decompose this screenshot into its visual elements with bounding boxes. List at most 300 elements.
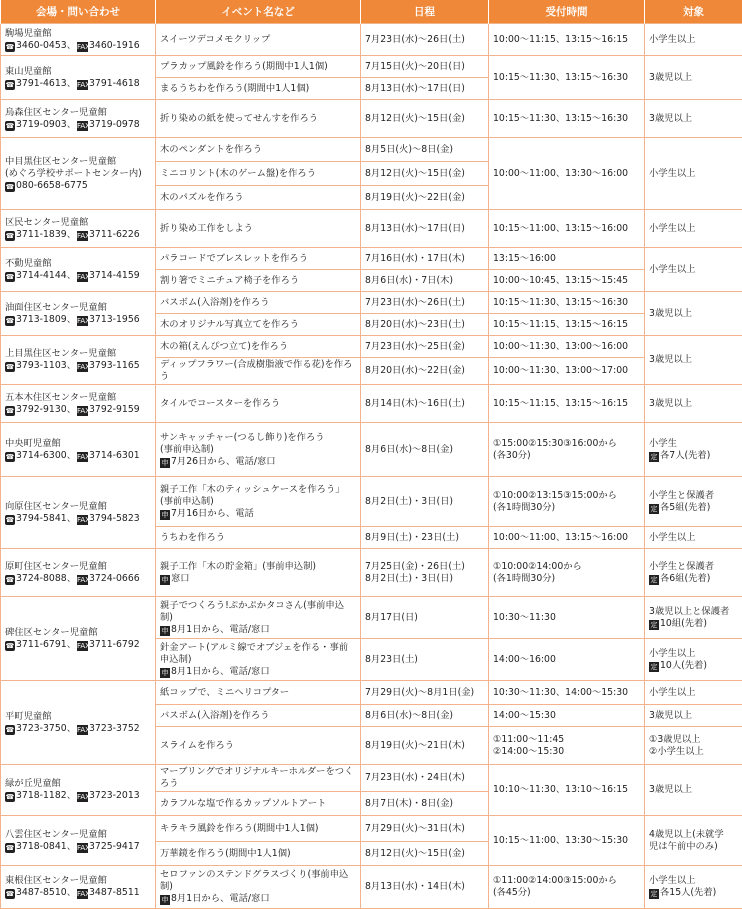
event-cell (156, 385, 361, 423)
time-text: 10:15～11:00、13:30～15:30 (493, 835, 640, 847)
target-cell (645, 549, 742, 597)
phone-icon: ☎ (5, 80, 15, 90)
event-cell (156, 477, 361, 527)
time-text: 10:15～11:15、13:15～16:15 (493, 319, 640, 331)
reservation-text: 7月16日から、電話 (171, 508, 254, 519)
reservation-info (160, 456, 356, 468)
date-cell (361, 705, 489, 727)
phone-number: 3460-0453 (16, 40, 67, 51)
venue-cell (1, 292, 156, 336)
capacity-badge-icon: 定 (649, 575, 659, 585)
time-cell (489, 477, 645, 527)
reservation-info (160, 666, 356, 678)
date-text: 7月23日(水)～26日(土) (365, 297, 484, 309)
time-cell (489, 210, 645, 248)
target-text: 小学生以上 (649, 648, 738, 660)
separator: 、 (67, 78, 76, 89)
venue-name: 上目黒住区センター児童館 (5, 348, 151, 360)
time-cell (489, 866, 645, 909)
fax-icon: FAX (77, 362, 88, 372)
target-note-text: 10人(先着) (660, 660, 707, 671)
target-text: 小学生以上 (649, 168, 738, 180)
date-text: 7月15日(火)～20日(日) (365, 61, 484, 73)
phone-number: 3711-6791 (16, 639, 67, 650)
event-title: プラカップ風鈴を作ろう(期間中1人1個) (160, 61, 356, 73)
phone-icon: ☎ (5, 42, 15, 52)
event-title: 親子でつくろう!ぷかぷかタコさん(事前申込制) (160, 600, 356, 624)
target-text: ①3歳児以上 (649, 734, 738, 746)
venue-cell (1, 597, 156, 681)
date-text: 8月20日(水)～23日(土) (365, 319, 484, 331)
venue-name: 緑が丘児童館 (5, 778, 151, 790)
event-title: 針金アート(アルミ線でオブジェを作る・事前申込制) (160, 642, 356, 666)
time-text: 10:00～11:30、13:00～17:00 (493, 365, 640, 377)
time-text: 10:15～11:30、13:15～16:30 (493, 72, 640, 84)
event-cell (156, 423, 361, 477)
phone-icon: ☎ (5, 792, 15, 802)
target-note (649, 573, 738, 585)
time-cell (489, 423, 645, 477)
phone-icon: ☎ (5, 362, 15, 372)
venue-contact (5, 723, 151, 735)
phone-icon: ☎ (5, 515, 15, 525)
event-title: カラフルな塩で作るカップソルトアート (160, 798, 356, 810)
time-text: ①11:00②14:00③15:00から (493, 875, 640, 887)
target-text: 小学生以上 (649, 687, 738, 699)
separator: 、 (67, 270, 76, 281)
table-row (1, 816, 742, 842)
target-cell (645, 681, 742, 705)
fax-number: 3794-5823 (89, 513, 140, 524)
target-text: 3歳児以上 (649, 113, 738, 125)
time-cell (489, 56, 645, 100)
date-text: 8月19日(火)～21日(木) (365, 740, 484, 752)
event-cell (156, 162, 361, 186)
venue-name: 油面住区センター児童館 (5, 302, 151, 314)
time-text: 10:00～11:00、13:30～16:00 (493, 168, 640, 180)
event-cell (156, 705, 361, 727)
event-cell (156, 56, 361, 78)
capacity-badge-icon: 定 (649, 504, 659, 514)
table-row (1, 100, 742, 138)
date-text: 8月2日(土)・3日(日) (365, 496, 484, 508)
venue-cell (1, 866, 156, 909)
time-cell (489, 597, 645, 639)
target-cell (645, 138, 742, 210)
venue-name: 中目黒住区センター児童館 (5, 156, 151, 168)
target-cell (645, 527, 742, 549)
separator: 、 (67, 119, 76, 130)
venue-contact (5, 229, 151, 241)
date-cell (361, 816, 489, 842)
target-text: 3歳児以上と保護者 (649, 606, 738, 618)
target-cell (645, 765, 742, 816)
venue-name: 原町住区センター児童館 (5, 561, 151, 573)
separator: 、 (67, 723, 76, 734)
header-venue: 会場・問い合わせ (1, 0, 156, 24)
separator: 、 (67, 573, 76, 584)
event-title: サンキャッチャー(つるし飾り)を作ろう (160, 432, 356, 444)
target-note-text: 各15人(先着) (660, 887, 716, 898)
phone-icon: ☎ (5, 889, 15, 899)
date-cell (361, 78, 489, 100)
event-cell (156, 210, 361, 248)
capacity-badge-icon: 定 (649, 620, 659, 630)
target-cell (645, 866, 742, 909)
venue-contact (5, 841, 151, 853)
time-text: 14:00～16:00 (493, 654, 640, 666)
reservation-badge-icon: 申 (160, 458, 170, 468)
venue-contact (5, 360, 151, 372)
time-text-2: (各30分) (493, 450, 640, 462)
separator: 、 (67, 887, 76, 898)
event-cell (156, 639, 361, 681)
date-text: 8月17日(日) (365, 612, 484, 624)
fax-icon: FAX (77, 792, 88, 802)
fax-icon: FAX (77, 889, 88, 899)
venue-cell (1, 477, 156, 549)
date-text: 8月6日(水)～8日(金) (365, 444, 484, 456)
time-text: 14:00～15:30 (493, 710, 640, 722)
time-cell (489, 765, 645, 816)
table-row (1, 336, 742, 358)
fax-icon: FAX (77, 843, 88, 853)
event-title: 割り箸でミニチュア椅子を作ろう (160, 275, 356, 287)
fax-number: 3723-3752 (89, 723, 140, 734)
time-cell (489, 705, 645, 727)
time-text: 10:30～11:30、14:00～15:30 (493, 687, 640, 699)
date-text-2: 8月2日(土)・3日(日) (365, 573, 484, 585)
date-cell (361, 314, 489, 336)
date-cell (361, 24, 489, 56)
separator: 、 (67, 790, 76, 801)
table-row (1, 210, 742, 248)
header-target: 対象 (645, 0, 742, 24)
time-cell (489, 816, 645, 866)
time-cell (489, 385, 645, 423)
fax-icon: FAX (77, 272, 88, 282)
date-cell (361, 639, 489, 681)
target-text: 小学生と保護者 (649, 561, 738, 573)
phone-number: 3714-4144 (16, 270, 67, 281)
target-note (649, 887, 738, 899)
reservation-badge-icon: 申 (160, 510, 170, 520)
venue-name: 中央町児童館 (5, 438, 151, 450)
time-text: ①11:00～11:45 (493, 734, 640, 746)
phone-number: 3718-1182 (16, 790, 67, 801)
reservation-info (160, 893, 356, 905)
time-text-2: (各45分) (493, 887, 640, 899)
header-row (1, 0, 742, 24)
date-text: 7月16日(水)・17日(木) (365, 253, 484, 265)
reservation-info (160, 573, 356, 585)
event-cell (156, 527, 361, 549)
time-cell (489, 639, 645, 681)
target-cell (645, 385, 742, 423)
event-title: うちわを作ろう (160, 532, 356, 544)
table-row (1, 866, 742, 909)
fax-icon: FAX (77, 42, 88, 52)
target-cell (645, 705, 742, 727)
table-row (1, 385, 742, 423)
venue-contact (5, 314, 151, 326)
event-title: 親子工作「木のティッシュケースを作ろう」 (160, 484, 356, 496)
target-cell (645, 727, 742, 765)
phone-number: 3718-0841 (16, 841, 67, 852)
event-title: バスボム(入浴剤)を作ろう (160, 297, 356, 309)
time-text-2: ②14:00～15:30 (493, 746, 640, 758)
venue-contact (5, 573, 151, 585)
time-cell (489, 292, 645, 314)
time-cell (489, 527, 645, 549)
phone-icon: ☎ (5, 452, 15, 462)
fax-icon: FAX (77, 406, 88, 416)
target-text: 小学生と保護者 (649, 490, 738, 502)
capacity-badge-icon: 定 (649, 889, 659, 899)
event-cell (156, 792, 361, 816)
target-text: 3歳児以上 (649, 308, 738, 320)
venue-cell (1, 24, 156, 56)
fax-number: 3711-6226 (89, 229, 140, 240)
fax-icon: FAX (77, 231, 88, 241)
event-cell (156, 186, 361, 210)
target-cell (645, 336, 742, 385)
target-note (649, 841, 738, 853)
fax-number: 3723-2013 (89, 790, 140, 801)
time-text: 10:00～11:15、13:15～16:15 (493, 34, 640, 46)
fax-icon: FAX (77, 80, 88, 90)
event-title: 木のペンダントを作ろう (160, 144, 356, 156)
date-text: 7月29日(火)～8月1日(金) (365, 687, 484, 699)
time-cell (489, 727, 645, 765)
event-title: まるうちわを作ろう(期間中1人1個) (160, 83, 356, 95)
capacity-badge-icon: 定 (649, 452, 659, 462)
date-text: 7月23日(水)～25日(金) (365, 341, 484, 353)
venue-cell (1, 138, 156, 210)
reservation-text: 8月1日から、電話/窓口 (171, 624, 270, 635)
target-note (649, 746, 738, 758)
venue-cell (1, 100, 156, 138)
venue-cell (1, 210, 156, 248)
time-cell (489, 549, 645, 597)
date-cell (361, 765, 489, 792)
separator: 、 (67, 229, 76, 240)
phone-number: 3713-1809 (16, 314, 67, 325)
event-title: 木のパズルを作ろう (160, 192, 356, 204)
event-cell (156, 292, 361, 314)
time-cell (489, 24, 645, 56)
event-cell (156, 78, 361, 100)
target-cell (645, 816, 742, 866)
date-text: 8月13日(水)・14日(木) (365, 881, 484, 893)
target-note-text: 各6組(先着) (660, 573, 710, 584)
reservation-info (160, 624, 356, 636)
date-cell (361, 549, 489, 597)
target-text: 小学生以上 (649, 223, 738, 235)
reservation-text: 7月26日から、電話/窓口 (171, 456, 276, 467)
target-note-text: 各7人(先着) (660, 450, 710, 461)
phone-number: 3792-9130 (16, 404, 67, 415)
fax-number: 3793-1165 (89, 360, 140, 371)
event-title: キラキラ風鈴を作ろう(期間中1人1個) (160, 823, 356, 835)
event-title: ディップフラワー(合成樹脂液で作る花)を作ろう (160, 359, 356, 383)
date-cell (361, 186, 489, 210)
date-text: 8月6日(水)・7日(木) (365, 275, 484, 287)
phone-number: 3487-8510 (16, 887, 67, 898)
time-cell (489, 314, 645, 336)
venue-cell (1, 248, 156, 292)
phone-number: 3794-5841 (16, 513, 67, 524)
target-text: 3歳児以上 (649, 784, 738, 796)
header-event: イベント名など (156, 0, 361, 24)
phone-number: 3723-3750 (16, 723, 67, 734)
time-text: ①10:00②13:15③15:00から (493, 490, 640, 502)
date-cell (361, 210, 489, 248)
event-title: タイルでコースターを作ろう (160, 398, 356, 410)
date-cell (361, 336, 489, 358)
fax-icon: FAX (77, 641, 88, 651)
event-title: パラコードでブレスレットを作ろう (160, 253, 356, 265)
target-cell (645, 597, 742, 639)
phone-number: 3791-4613 (16, 78, 67, 89)
time-text: 10:15～11:00、13:15～16:00 (493, 223, 640, 235)
time-cell (489, 100, 645, 138)
fax-number: 3487-8511 (89, 887, 140, 898)
phone-icon: ☎ (5, 182, 15, 192)
table-row (1, 138, 742, 162)
target-note-text: ②小学生以上 (649, 746, 704, 757)
date-text: 8月23日(土) (365, 654, 484, 666)
fax-icon: FAX (77, 452, 88, 462)
fax-number: 3792-9159 (89, 404, 140, 415)
date-text: 8月5日(火)～8日(金) (365, 144, 484, 156)
separator: 、 (67, 639, 76, 650)
date-cell (361, 527, 489, 549)
venue-cell (1, 385, 156, 423)
venue-note: (めぐろ学校サポートセンター内) (5, 168, 151, 180)
venue-name: 八雲住区センター児童館 (5, 829, 151, 841)
phone-icon: ☎ (5, 725, 15, 735)
target-text: 4歳児以上(未就学 (649, 829, 738, 841)
phone-number: 3724-8088 (16, 573, 67, 584)
venue-cell (1, 423, 156, 477)
event-title: マーブリングでオリジナルキーホルダーをつくろう (160, 766, 356, 790)
reservation-text: 8月1日から、電話/窓口 (171, 666, 270, 677)
target-cell (645, 248, 742, 292)
table-row (1, 292, 742, 314)
date-cell (361, 248, 489, 270)
fax-number: 3719-0978 (89, 119, 140, 130)
target-text: 小学生 (649, 438, 738, 450)
target-note (649, 502, 738, 514)
event-cell (156, 100, 361, 138)
event-cell (156, 549, 361, 597)
event-cell (156, 270, 361, 292)
reservation-badge-icon: 申 (160, 575, 170, 585)
event-title: ミニコリント(木のゲーム盤)を作ろう (160, 168, 356, 180)
phone-number: 3793-1103 (16, 360, 67, 371)
date-cell (361, 423, 489, 477)
fax-icon: FAX (77, 121, 88, 131)
date-text: 7月23日(水)～26日(土) (365, 34, 484, 46)
fax-number: 3711-6792 (89, 639, 140, 650)
table-row (1, 423, 742, 477)
venue-contact (5, 887, 151, 899)
table-row (1, 549, 742, 597)
venue-cell (1, 681, 156, 765)
separator: 、 (67, 841, 76, 852)
venue-contact (5, 270, 151, 282)
target-cell (645, 100, 742, 138)
time-cell (489, 358, 645, 385)
event-cell (156, 336, 361, 358)
fax-number: 3791-4618 (89, 78, 140, 89)
fax-number: 3725-9417 (89, 841, 140, 852)
venue-name: 平町児童館 (5, 711, 151, 723)
separator: 、 (67, 404, 76, 415)
event-cell (156, 727, 361, 765)
date-cell (361, 681, 489, 705)
target-cell (645, 56, 742, 100)
date-cell (361, 358, 489, 385)
time-text: 10:00～11:30、13:00～16:00 (493, 341, 640, 353)
event-cell (156, 866, 361, 909)
event-cell (156, 681, 361, 705)
date-text: 8月14日(木)～16日(土) (365, 398, 484, 410)
time-text-2: (各1時間30分) (493, 573, 640, 585)
phone-icon: ☎ (5, 843, 15, 853)
venue-name: 区民センター児童館 (5, 217, 151, 229)
date-text: 8月12日(火)～15日(金) (365, 848, 484, 860)
reservation-text: 窓口 (171, 573, 190, 584)
venue-name: 東山児童館 (5, 66, 151, 78)
event-cell (156, 314, 361, 336)
target-text: 小学生以上 (649, 264, 738, 276)
event-note: (事前申込制) (160, 496, 356, 508)
venue-contact (5, 513, 151, 525)
time-text: 10:00～10:45、13:15～15:45 (493, 275, 640, 287)
target-text: 小学生以上 (649, 34, 738, 46)
fax-icon: FAX (77, 575, 88, 585)
event-cell (156, 24, 361, 56)
fax-number: 3724-0666 (89, 573, 140, 584)
venue-cell (1, 549, 156, 597)
event-cell (156, 842, 361, 866)
time-text: 10:15～11:30、13:15～16:30 (493, 113, 640, 125)
time-text: 10:15～11:30、13:15～16:30 (493, 297, 640, 309)
fax-icon: FAX (77, 515, 88, 525)
table-row (1, 477, 742, 527)
event-title: 木の箱(えんぴつ立て)を作ろう (160, 341, 356, 353)
separator: 、 (67, 450, 76, 461)
phone-icon: ☎ (5, 272, 15, 282)
fax-number: 3460-1916 (89, 40, 140, 51)
time-text: 10:15～11:15、13:15～16:15 (493, 398, 640, 410)
venue-name: 不動児童館 (5, 258, 151, 270)
venue-contact (5, 180, 151, 192)
venue-contact (5, 790, 151, 802)
date-cell (361, 56, 489, 78)
target-cell (645, 210, 742, 248)
phone-number: 080-6658-6775 (16, 180, 88, 191)
time-cell (489, 681, 645, 705)
table-row (1, 681, 742, 705)
event-title: セロファンのステンドグラスづくり(事前申込制) (160, 869, 356, 893)
target-note (649, 618, 738, 630)
date-text: 8月19日(火)～22日(金) (365, 192, 484, 204)
target-text: 小学生以上 (649, 532, 738, 544)
event-cell (156, 248, 361, 270)
